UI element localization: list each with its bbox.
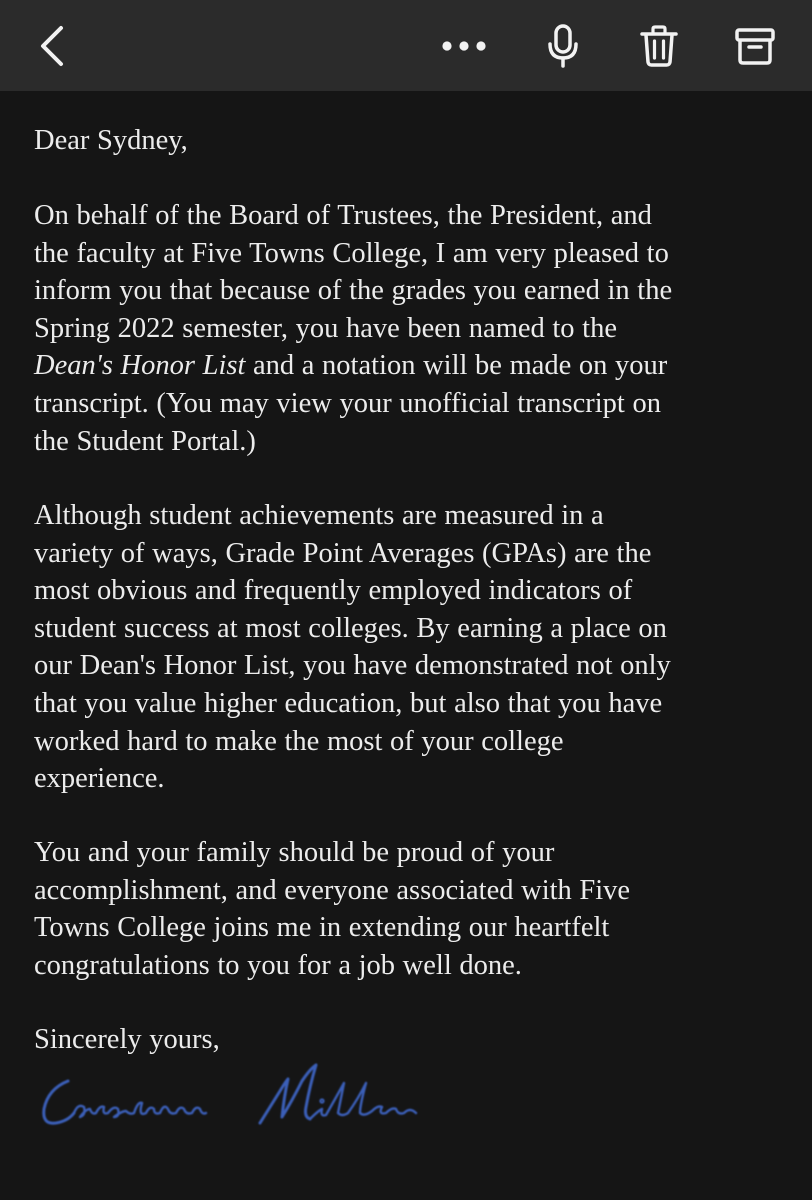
letter-paragraph-1 bbox=[34, 197, 794, 460]
paragraph-1-text-a: On behalf of the Board of Trustees, the President, and the faculty at Five Towns College, I am very pleased to inform you that because of the grades you earned in the Spring 2022 semester, you have been named to the bbox=[34, 200, 673, 344]
more-horizontal-icon bbox=[439, 40, 489, 52]
chevron-left-icon bbox=[37, 24, 67, 68]
archive-icon bbox=[735, 27, 775, 65]
letter-greeting: Dear Sydney, bbox=[34, 125, 188, 156]
microphone-icon bbox=[546, 23, 580, 69]
archive-button[interactable] bbox=[726, 0, 784, 91]
letter-paragraph-3: You and your family should be proud of your accomplishment, and everyone associated with Five Towns College joins me in extending our heartfelt congratulations to you for a job well done. bbox=[34, 837, 631, 981]
paragraph-1-text-b: and a notation will be made on your transcript. (You may view your unofficial transcript on the Student Portal.) bbox=[34, 350, 668, 457]
delete-button[interactable] bbox=[632, 0, 686, 91]
letter-paragraph-2: Although student achievements are measured in a variety of ways, Grade Point Averages (GPAs) are the most obvious and frequently employed indicators of student success at most colleges. By earning a place on our Dean's Honor List, you have demonstrated not only that you value higher education, but also that you have worked hard to make the most of your college experience. bbox=[34, 500, 671, 795]
deans-honor-list-emphasis: Dean's Honor List bbox=[34, 350, 246, 382]
trash-icon bbox=[639, 25, 679, 67]
email-body bbox=[34, 91, 794, 1200]
dictate-button[interactable] bbox=[538, 0, 588, 91]
back-button[interactable] bbox=[22, 0, 82, 91]
handwritten-signature bbox=[34, 1051, 434, 1151]
letter-closing: Sincerely yours, bbox=[34, 1024, 220, 1055]
email-toolbar bbox=[0, 0, 812, 91]
more-button[interactable] bbox=[432, 0, 496, 91]
